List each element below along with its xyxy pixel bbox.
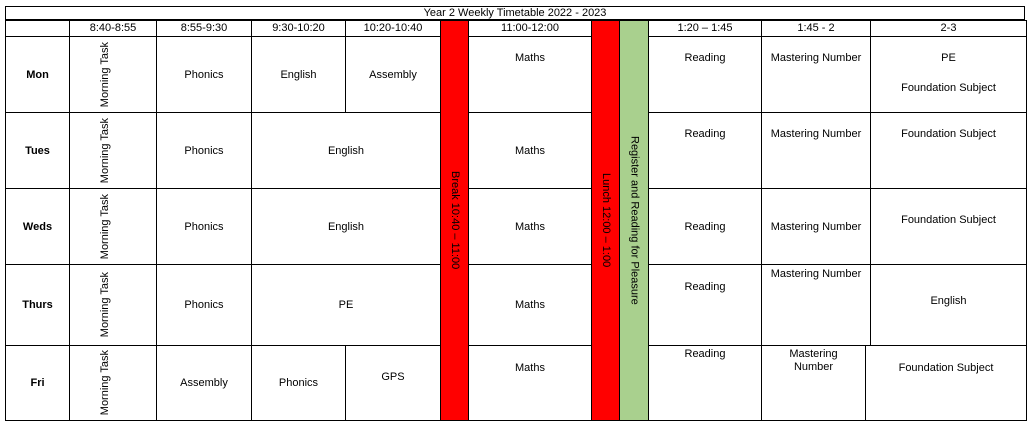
lesson-cell: Phonics [156, 112, 252, 189]
afternoon-foundation: Foundation Subject [901, 82, 996, 94]
lesson-cell: Phonics [251, 345, 346, 421]
lesson-cell: Assembly [156, 345, 252, 421]
morning-task-cell [69, 188, 157, 265]
mastering-number-cell: Mastering Number [761, 36, 871, 113]
day-label: Tues [5, 112, 70, 189]
register-bar [619, 20, 649, 421]
lesson-cell: Phonics [156, 36, 252, 113]
maths-cell: Maths [468, 188, 592, 265]
reading-cell: Reading [648, 264, 762, 346]
mastering-number-cell: Mastering Number [761, 345, 866, 421]
register-label: Register and Reading for Pleasure [628, 136, 641, 305]
break-label: Break 10:40 – 11:00 [449, 171, 461, 270]
morning-task-label: Morning Task [99, 350, 111, 416]
time-header: 1:20 – 1:45 [648, 20, 762, 37]
day-label: Mon [5, 36, 70, 113]
morning-task-cell [69, 36, 157, 113]
day-label: Fri [5, 345, 70, 421]
time-header: 2-3 [870, 20, 1027, 37]
time-header: 8:40-8:55 [69, 20, 157, 37]
lesson-cell: PE [251, 264, 441, 346]
maths-cell: Maths [468, 264, 592, 346]
lunch-label: Lunch 12:00 – 1:00 [600, 173, 612, 268]
lunch-bar [591, 20, 620, 421]
reading-cell: Reading [648, 188, 762, 265]
reading-cell: Reading [648, 36, 762, 113]
afternoon-cell [870, 36, 1027, 113]
afternoon-cell: Foundation Subject [870, 188, 1027, 265]
lesson-cell: Phonics [156, 264, 252, 346]
afternoon-cell: English [870, 264, 1027, 346]
mastering-number-cell: Mastering Number [761, 264, 871, 346]
break-bar [440, 20, 469, 421]
lesson-cell: English [251, 36, 346, 113]
morning-task-label: Morning Task [99, 193, 111, 260]
time-header: 9:30-10:20 [251, 20, 346, 37]
mastering-number-cell: Mastering Number [761, 188, 871, 265]
time-header: 11:00-12:00 [468, 20, 592, 37]
afternoon-pe: PE [941, 52, 956, 64]
maths-cell: Maths [468, 36, 592, 113]
lesson-cell: English [251, 188, 441, 265]
timetable-title: Year 2 Weekly Timetable 2022 - 2023 [5, 6, 1025, 20]
day-label: Thurs [5, 264, 70, 346]
maths-cell: Maths [468, 345, 592, 421]
afternoon-cell: Foundation Subject [865, 345, 1027, 421]
header-corner [5, 20, 70, 37]
morning-task-cell [69, 264, 157, 346]
mastering-number-cell: Mastering Number [761, 112, 871, 189]
morning-task-label: Morning Task [99, 41, 111, 108]
time-header: 1:45 - 2 [761, 20, 871, 37]
lesson-cell: Assembly [345, 36, 441, 113]
reading-cell: Reading [648, 345, 762, 421]
lesson-cell: English [251, 112, 441, 189]
day-label: Weds [5, 188, 70, 265]
maths-cell: Maths [468, 112, 592, 189]
morning-task-label: Morning Task [99, 117, 111, 184]
afternoon-cell: Foundation Subject [870, 112, 1027, 189]
lesson-cell: GPS [345, 345, 441, 421]
time-header: 8:55-9:30 [156, 20, 252, 37]
morning-task-cell [69, 345, 157, 421]
morning-task-cell [69, 112, 157, 189]
time-header: 10:20-10:40 [345, 20, 441, 37]
lesson-cell: Phonics [156, 188, 252, 265]
reading-cell: Reading [648, 112, 762, 189]
morning-task-label: Morning Task [99, 272, 111, 338]
